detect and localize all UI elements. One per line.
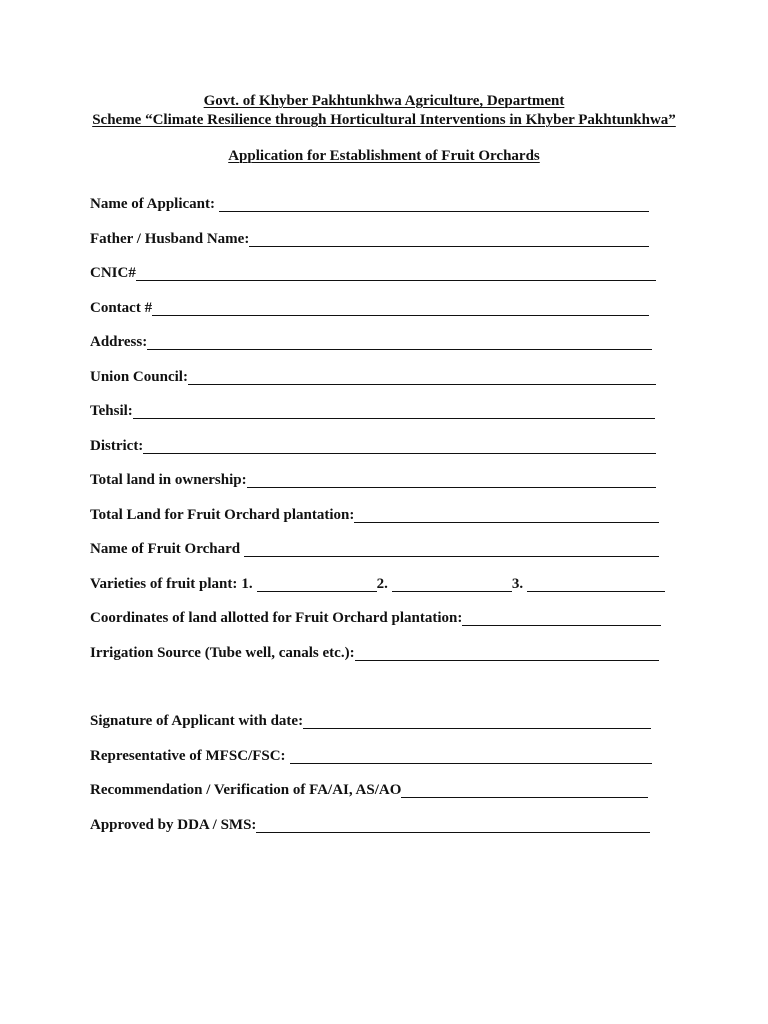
field-label: Name of Applicant:: [90, 196, 215, 212]
field-total-land-orchard: [90, 506, 659, 524]
field-coordinates: [90, 609, 661, 627]
fill-in-line: [401, 781, 648, 798]
field-label: Irrigation Source (Tube well, canals etc.):: [90, 644, 355, 661]
field-orchard-name: [90, 540, 659, 558]
fill-in-line: [527, 575, 665, 592]
field-total-land-ownership: [90, 471, 656, 489]
fill-in-line: [147, 333, 652, 350]
field-label: District:: [90, 437, 144, 454]
field-label: Recommendation / Verification of FA/AI, AS/AO: [90, 782, 402, 798]
fill-in-line: [392, 575, 512, 592]
field-mfsc-representative: [90, 747, 652, 765]
field-label: Contact #: [90, 299, 153, 316]
field-cnic: [90, 264, 656, 282]
fill-in-line: [143, 437, 656, 454]
field-address: [90, 333, 652, 351]
department-heading-text: Govt. of Khyber Pakhtunkhwa Agriculture, Department: [203, 93, 565, 109]
field-applicant-signature: [90, 712, 651, 730]
field-label: Approved by DDA / SMS:: [90, 816, 257, 833]
fill-in-line: [244, 540, 659, 557]
field-label: Total Land for Fruit Orchard plantation:: [90, 506, 355, 523]
fill-in-line: [303, 712, 651, 729]
field-label: Name of Fruit Orchard: [90, 541, 241, 557]
fill-in-line: [219, 195, 649, 212]
fill-in-line: [152, 299, 649, 316]
field-label: Coordinates of land allotted for Fruit Orchard plantation:: [90, 610, 463, 626]
scheme-heading: [0, 111, 768, 130]
field-label: Signature of Applicant with date:: [90, 713, 304, 729]
applicant-details-section: [90, 195, 665, 678]
field-label: Union Council:: [90, 368, 188, 385]
signoff-section: [90, 712, 652, 850]
fill-in-line: [257, 575, 377, 592]
department-heading: [0, 92, 768, 111]
fill-in-line: [136, 264, 656, 281]
fill-in-line: [188, 368, 656, 385]
field-irrigation-source: [90, 644, 659, 662]
field-tehsil: [90, 402, 655, 420]
field-label: Representative of MFSC/FSC:: [90, 747, 286, 764]
fill-in-line: [290, 747, 652, 764]
field-approved-by: [90, 816, 650, 834]
field-recommendation-verification: [90, 781, 648, 799]
fill-in-line: [247, 471, 656, 488]
variety-number: 2.: [376, 575, 388, 592]
scheme-heading-text: Scheme “Climate Resilience through Horticultural Interventions in Khyber Pakhtunkhwa”: [92, 112, 676, 128]
field-label: Father / Husband Name:: [90, 230, 250, 247]
field-father-husband-name: [90, 230, 649, 248]
fill-in-line: [133, 402, 655, 419]
field-contact: [90, 299, 649, 317]
form-title-text: Application for Establishment of Fruit Orchards: [228, 148, 540, 164]
field-label: Address:: [90, 334, 148, 350]
field-label: Total land in ownership:: [90, 472, 247, 488]
fill-in-line: [462, 609, 661, 626]
fill-in-line: [354, 506, 659, 523]
fill-in-line: [355, 644, 659, 661]
fill-in-line: [249, 230, 649, 247]
field-name-of-applicant: [90, 195, 649, 213]
form-title: [0, 147, 768, 166]
variety-number: 1.: [241, 575, 253, 592]
fill-in-line: [256, 816, 650, 833]
variety-number: 3.: [511, 575, 524, 592]
field-label: Varieties of fruit plant:: [90, 575, 238, 592]
field-district: [90, 437, 656, 455]
field-union-council: [90, 368, 656, 386]
field-label: Tehsil:: [90, 403, 133, 419]
field-label: CNIC#: [90, 265, 136, 281]
field-varieties: [90, 575, 665, 593]
